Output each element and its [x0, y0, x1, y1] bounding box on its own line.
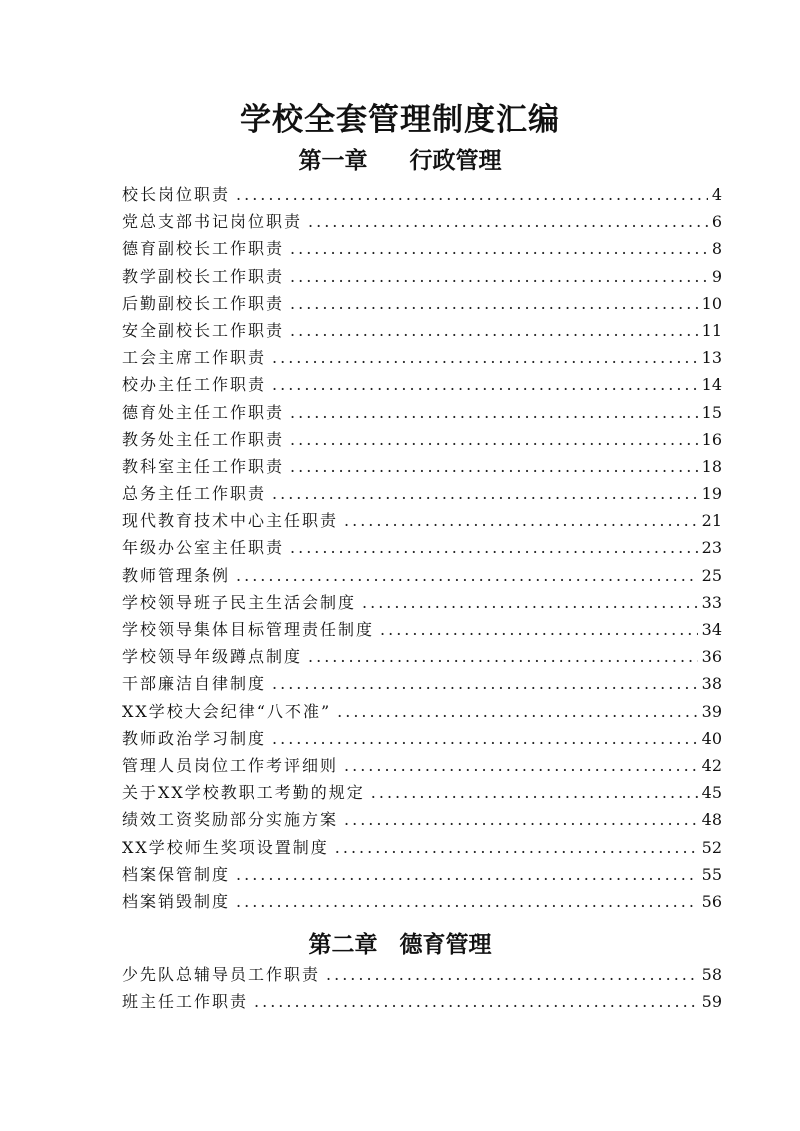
- toc-page-number: 36: [701, 647, 722, 667]
- toc-entry-title: 教师管理条例: [122, 565, 231, 585]
- toc-page-number: 34: [701, 620, 722, 639]
- dot-leader: [290, 453, 698, 480]
- toc-entry-title: 教务处主任工作职责: [122, 429, 285, 449]
- toc-entry[interactable]: [122, 834, 722, 861]
- toc-entry[interactable]: [122, 290, 722, 317]
- dot-leader: [344, 507, 698, 534]
- toc-entry[interactable]: [122, 670, 722, 697]
- toc-entry-title: 工会主席工作职责: [122, 348, 267, 368]
- toc-entry-title: 教科室主任工作职责: [122, 456, 285, 476]
- toc-entry-title: XX学校大会纪律“八不准”: [122, 701, 332, 721]
- toc-page-number: 18: [701, 456, 722, 476]
- toc-entry[interactable]: [122, 317, 722, 344]
- dot-leader: [290, 426, 698, 453]
- dot-leader: [290, 263, 708, 290]
- toc-entry-title: 干部廉洁自律制度: [122, 674, 267, 694]
- toc-entry-title: 学校领导集体目标管理责任制度: [122, 620, 375, 639]
- toc-page-number: 40: [701, 728, 722, 748]
- toc-entry[interactable]: [122, 235, 722, 262]
- toc-entry-title: 班主任工作职责: [122, 992, 249, 1012]
- toc-page-number: 14: [701, 375, 722, 395]
- dot-leader: [337, 698, 697, 725]
- toc-entry[interactable]: [122, 888, 722, 915]
- toc-entry[interactable]: [122, 507, 722, 534]
- toc-page-number: 6: [711, 212, 722, 232]
- toc-entry-title: 少先队总辅导员工作职责: [122, 965, 321, 984]
- dot-leader: [308, 643, 698, 670]
- chapter-name: 行政管理: [409, 147, 502, 174]
- toc-entry-title: 党总支部书记岗位职责: [122, 212, 303, 232]
- toc-entry-title: 教师政治学习制度: [122, 728, 267, 748]
- dot-leader: [290, 290, 698, 317]
- toc-page-number: 16: [701, 429, 722, 449]
- dot-leader: [344, 806, 698, 833]
- dot-leader: [254, 988, 698, 1015]
- toc-entry[interactable]: [122, 589, 722, 616]
- toc-page-number: 9: [711, 266, 722, 286]
- toc-page-number: 10: [701, 293, 722, 313]
- dot-leader: [308, 208, 708, 235]
- toc-entry[interactable]: [122, 453, 722, 480]
- toc-page-number: 39: [701, 701, 722, 721]
- toc-entry-title: 学校领导年级蹲点制度: [122, 647, 303, 667]
- toc-page-number: 59: [701, 992, 722, 1012]
- toc-page-number: 42: [701, 755, 722, 775]
- toc-entry[interactable]: [122, 752, 722, 779]
- toc-page-number: 55: [701, 864, 722, 884]
- toc-entry[interactable]: [122, 426, 722, 453]
- toc-page-number: 45: [701, 783, 722, 803]
- toc-entry[interactable]: [122, 562, 722, 589]
- dot-leader: [362, 589, 698, 616]
- toc-entry[interactable]: [122, 961, 722, 988]
- toc-entry-title: 关于XX学校教职工考勤的规定: [122, 783, 365, 803]
- toc-entry[interactable]: [122, 480, 722, 507]
- toc-entry-title: 德育副校长工作职责: [122, 239, 285, 259]
- toc-entry-title: 校办主任工作职责: [122, 375, 267, 395]
- toc-page-number: 21: [701, 511, 722, 531]
- chapter-number: 第二章: [308, 931, 378, 958]
- toc-entry[interactable]: [122, 861, 722, 888]
- toc-list: [122, 961, 722, 1015]
- toc-page-number: 38: [701, 674, 722, 694]
- dot-leader: [236, 861, 698, 888]
- toc-page-number: 15: [701, 402, 722, 422]
- dot-leader: [344, 752, 698, 779]
- toc-entry[interactable]: [122, 806, 722, 833]
- dot-leader: [326, 961, 698, 988]
- toc-page-number: 48: [701, 810, 722, 830]
- chapter-number: 第一章: [298, 147, 368, 174]
- dot-leader: [236, 181, 708, 208]
- toc-entry-title: 学校领导班子民主生活会制度: [122, 592, 357, 612]
- toc-page-number: 11: [701, 320, 722, 340]
- dot-leader: [272, 725, 698, 752]
- toc-entry[interactable]: [122, 534, 722, 561]
- chapter-name: 德育管理: [399, 931, 492, 958]
- toc-page-number: 4: [711, 185, 722, 204]
- toc-entry[interactable]: [122, 643, 722, 670]
- toc-page-number: 56: [701, 891, 722, 911]
- toc-page-number: 58: [701, 965, 722, 984]
- toc-entry[interactable]: [122, 208, 722, 235]
- dot-leader: [236, 888, 698, 915]
- toc-page-number: 13: [701, 348, 722, 368]
- toc-entry[interactable]: [122, 371, 722, 398]
- toc-entry-title: XX学校师生奖项设置制度: [122, 837, 329, 857]
- toc-entry-title: 校长岗位职责: [122, 185, 231, 204]
- toc-entry-title: 总务主任工作职责: [122, 484, 267, 504]
- toc-page-number: 25: [701, 565, 722, 585]
- toc-entry[interactable]: [122, 988, 722, 1015]
- dot-leader: [290, 534, 698, 561]
- toc-page-number: 52: [701, 837, 722, 857]
- chapter-heading: [0, 146, 800, 176]
- toc-entry-title: 安全副校长工作职责: [122, 320, 285, 340]
- toc-entry[interactable]: [122, 181, 722, 208]
- toc-page-number: 33: [701, 592, 722, 612]
- document-title: 学校全套管理制度汇编: [240, 102, 560, 138]
- dot-leader: [236, 562, 698, 589]
- toc-entry-title: 档案销毁制度: [122, 891, 231, 911]
- dot-leader: [290, 235, 708, 262]
- dot-leader: [290, 399, 698, 426]
- toc-entry-title: 教学副校长工作职责: [122, 266, 285, 286]
- toc-entry[interactable]: [122, 616, 722, 643]
- toc-list: [122, 181, 722, 915]
- toc-entry[interactable]: [122, 698, 722, 725]
- toc-entry[interactable]: [122, 779, 722, 806]
- toc-entry[interactable]: [122, 263, 722, 290]
- chapter-heading: [0, 930, 800, 960]
- dot-leader: [380, 616, 698, 643]
- toc-entry-title: 年级办公室主任职责: [122, 538, 285, 558]
- toc-entry[interactable]: [122, 344, 722, 371]
- toc-entry[interactable]: [122, 725, 722, 752]
- dot-leader: [272, 670, 698, 697]
- dot-leader: [272, 371, 698, 398]
- toc-entry-title: 档案保管制度: [122, 864, 231, 884]
- toc-page-number: 23: [701, 538, 722, 558]
- toc-entry-title: 绩效工资奖励部分实施方案: [122, 810, 339, 830]
- dot-leader: [371, 779, 698, 806]
- toc-entry-title: 管理人员岗位工作考评细则: [122, 755, 339, 775]
- dot-leader: [272, 344, 698, 371]
- toc-entry-title: 德育处主任工作职责: [122, 402, 285, 422]
- dot-leader: [290, 317, 698, 344]
- toc-entry-title: 后勤副校长工作职责: [122, 293, 285, 313]
- toc-entry-title: 现代教育技术中心主任职责: [122, 511, 339, 531]
- toc-page-number: 19: [701, 484, 722, 504]
- dot-leader: [335, 834, 698, 861]
- toc-page-number: 8: [711, 239, 722, 259]
- toc-entry[interactable]: [122, 399, 722, 426]
- dot-leader: [272, 480, 698, 507]
